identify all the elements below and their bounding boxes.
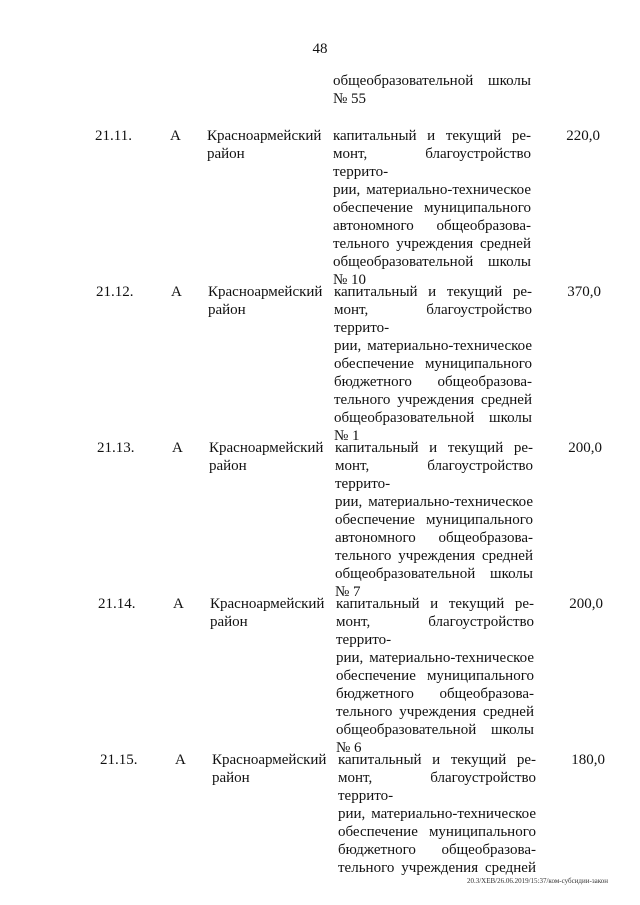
purpose-line: общеобразовательной школы bbox=[333, 254, 531, 270]
purpose-line: монт, благоустройство террито- bbox=[338, 770, 536, 804]
purpose-line: тельного учреждения средней bbox=[333, 236, 531, 252]
category-code: А bbox=[173, 596, 184, 612]
district-line: Красноармейский bbox=[208, 284, 323, 300]
amount-value: 200,0 bbox=[568, 440, 602, 456]
district-line: Красноармейский bbox=[207, 128, 322, 144]
purpose-line: рии, материально-техническое bbox=[334, 338, 532, 354]
category-code: А bbox=[170, 128, 181, 144]
item-number: 21.12. bbox=[96, 284, 134, 300]
district-name bbox=[207, 127, 332, 163]
page-number: 48 bbox=[312, 41, 328, 57]
purpose-line: № 1 bbox=[334, 428, 360, 444]
district-line: район bbox=[208, 302, 246, 318]
purpose-line: бюджетного общеобразова- bbox=[336, 686, 534, 702]
purpose-line: обеспечение муниципального bbox=[335, 512, 533, 528]
purpose-line: обеспечение муниципального bbox=[334, 356, 532, 372]
district-name bbox=[212, 751, 337, 787]
item-number: 21.11. bbox=[95, 128, 132, 144]
purpose-line: монт, благоустройство террито- bbox=[336, 614, 534, 648]
amount-value: 220,0 bbox=[566, 128, 600, 144]
table-row bbox=[0, 127, 640, 288]
item-number: 21.15. bbox=[100, 752, 138, 768]
table-row bbox=[0, 439, 640, 600]
category-code: А bbox=[175, 752, 186, 768]
purpose-line: рии, материально-техническое bbox=[338, 806, 536, 822]
purpose-line: № 7 bbox=[335, 584, 361, 600]
purpose-line: капитальный и текущий ре- bbox=[333, 128, 531, 144]
purpose-line: общеобразовательной школы bbox=[333, 73, 531, 89]
district-line: район bbox=[210, 614, 248, 630]
purpose-text bbox=[334, 283, 532, 445]
item-number: 21.14. bbox=[98, 596, 136, 612]
district-line: Красноармейский bbox=[212, 752, 327, 768]
category-code: А bbox=[171, 284, 182, 300]
purpose-line: автономного общеобразова- bbox=[335, 530, 533, 546]
purpose-text bbox=[336, 595, 534, 757]
purpose-line: № 55 bbox=[333, 91, 367, 107]
item-number: 21.13. bbox=[97, 440, 135, 456]
district-line: район bbox=[207, 146, 245, 162]
purpose-line: автономного общеобразова- bbox=[333, 218, 531, 234]
table-row bbox=[0, 283, 640, 444]
category-code: А bbox=[172, 440, 183, 456]
purpose-line: капитальный и текущий ре- bbox=[336, 596, 534, 612]
district-name bbox=[209, 439, 334, 475]
purpose-line: монт, благоустройство террито- bbox=[335, 458, 533, 492]
purpose-line: обеспечение муниципального bbox=[338, 824, 536, 840]
purpose-text bbox=[333, 127, 531, 289]
district-name bbox=[208, 283, 333, 319]
purpose-line: рии, материально-техническое bbox=[335, 494, 533, 510]
purpose-line: капитальный и текущий ре- bbox=[338, 752, 536, 768]
purpose-line: тельного учреждения средней bbox=[335, 548, 533, 564]
purpose-line: тельного учреждения средней bbox=[336, 704, 534, 720]
purpose-text bbox=[335, 439, 533, 601]
purpose-line: общеобразовательной школы bbox=[336, 722, 534, 738]
purpose-line: тельного учреждения средней bbox=[338, 860, 536, 876]
amount-value: 180,0 bbox=[571, 752, 605, 768]
purpose-line: № 6 bbox=[336, 740, 362, 756]
continuation-purpose bbox=[333, 72, 531, 108]
purpose-line: обеспечение муниципального bbox=[333, 200, 531, 216]
district-line: Красноармейский bbox=[209, 440, 324, 456]
purpose-line: монт, благоустройство террито- bbox=[333, 146, 531, 180]
purpose-line: бюджетного общеобразова- bbox=[338, 842, 536, 858]
purpose-line: обеспечение муниципального bbox=[336, 668, 534, 684]
purpose-line: общеобразовательной школы bbox=[334, 410, 532, 426]
table-row bbox=[0, 595, 640, 756]
district-line: район bbox=[209, 458, 247, 474]
district-line: район bbox=[212, 770, 250, 786]
purpose-line: № 10 bbox=[333, 272, 367, 288]
purpose-line: бюджетного общеобразова- bbox=[334, 374, 532, 390]
district-name bbox=[210, 595, 335, 631]
purpose-line: монт, благоустройство террито- bbox=[334, 302, 532, 336]
purpose-text bbox=[338, 751, 536, 877]
purpose-line: рии, материально-техническое bbox=[333, 182, 531, 198]
purpose-line: тельного учреждения средней bbox=[334, 392, 532, 408]
amount-value: 200,0 bbox=[569, 596, 603, 612]
purpose-line: капитальный и текущий ре- bbox=[334, 284, 532, 300]
purpose-line: капитальный и текущий ре- bbox=[335, 440, 533, 456]
purpose-line: рии, материально-техническое bbox=[336, 650, 534, 666]
district-line: Красноармейский bbox=[210, 596, 325, 612]
document-footer-code: 20.3/ХЕВ/26.06.2019/15:37/ком-субсидии-закон bbox=[466, 877, 608, 885]
purpose-line: общеобразовательной школы bbox=[335, 566, 533, 582]
amount-value: 370,0 bbox=[567, 284, 601, 300]
